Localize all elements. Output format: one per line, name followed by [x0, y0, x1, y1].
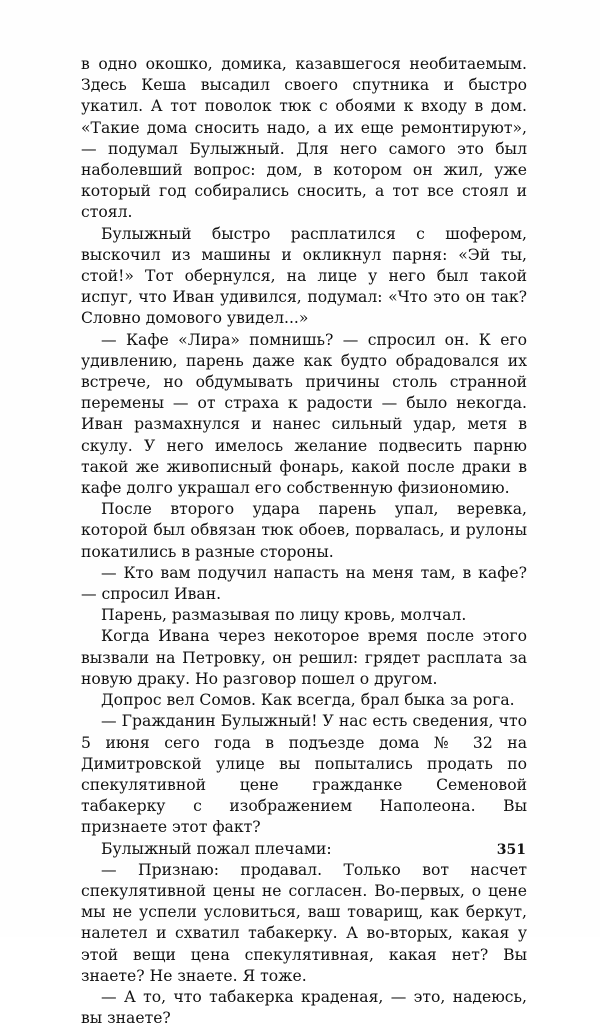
paragraph: Допрос вел Сомов. Как всегда, брал быка за рога.: [101, 691, 515, 710]
paragraph: — Признаю: продавал. Только вот насчет спекулятивной цены не согласен. Во-первых, о цене мы не успели условиться, ваш товарищ, как беркут, налетел и схватил табакерку. А во-вторых, какая у этой вещи цена спекулятивная, какая нет? Вы знаете? Не знаете. Я тоже.: [81, 860, 527, 985]
paragraph: Булыжный быстро расплатился с шофером, выскочил из машины и окликнул парня: «Эй ты, стой!» Тот обернулся, на лице у него был такой испуг, что Иван удивился, подумал: «Что это он так? Словно домового увидел...»: [81, 224, 527, 328]
paragraph: — Гражданин Булыжный! У нас есть сведения, что 5 июня сего года в подъезде дома № 32 на Димитровской улице вы попытались продать по спекулятивной цене гражданке Семеновой табакерку с изображением Наполеона. Вы признаете этот факт?: [81, 712, 527, 837]
paragraph: Когда Ивана через некоторое время после этого вызвали на Петровку, он решил: грядет расплата за новую драку. Но разговор пошел о другом.: [81, 627, 527, 688]
paragraph: Булыжный пожал плечами:: [101, 839, 332, 858]
page-number: 351: [496, 842, 526, 858]
paragraph: — А то, что табакерка краденая, — это, надеюсь, вы знаете?: [81, 987, 527, 1028]
paragraph: — Кафе «Лира» помнишь? — спросил он. К его удивлению, парень даже как будто обрадовался их встрече, но обдумывать причины столь странной перемены — от страха к радости — было некогда. Иван размахнулся и нанес сильный удар, метя в скулу. У него имелось желание подвесить парню такой же живописный фонарь, какой после драки в кафе долго украшал его собственную физиономию.: [81, 330, 527, 498]
paragraph: После второго удара парень упал, веревка, которой был обвязан тюк обоев, порвалась, и рулоны покатились в разные стороны.: [81, 500, 527, 561]
paragraph: в одно окошко, домика, казавшегося необитаемым. Здесь Кеша высадил своего спутника и быстро укатил. А тот поволок тюк с обоями к входу в дом. «Такие дома сносить надо, а их еще ремонтируют», — подумал Булыжный. Для него самого это был наболевший вопрос: дом, в котором он жил, уже который год собирались сносить, а тот все стоял и стоял.: [81, 55, 527, 222]
paragraph: Парень, размазывая по лицу кровь, молчал.: [101, 606, 467, 625]
paragraph: — Кто вам подучил напасть на меня там, в кафе? — спросил Иван.: [81, 563, 527, 604]
body-text: [81, 54, 527, 1029]
